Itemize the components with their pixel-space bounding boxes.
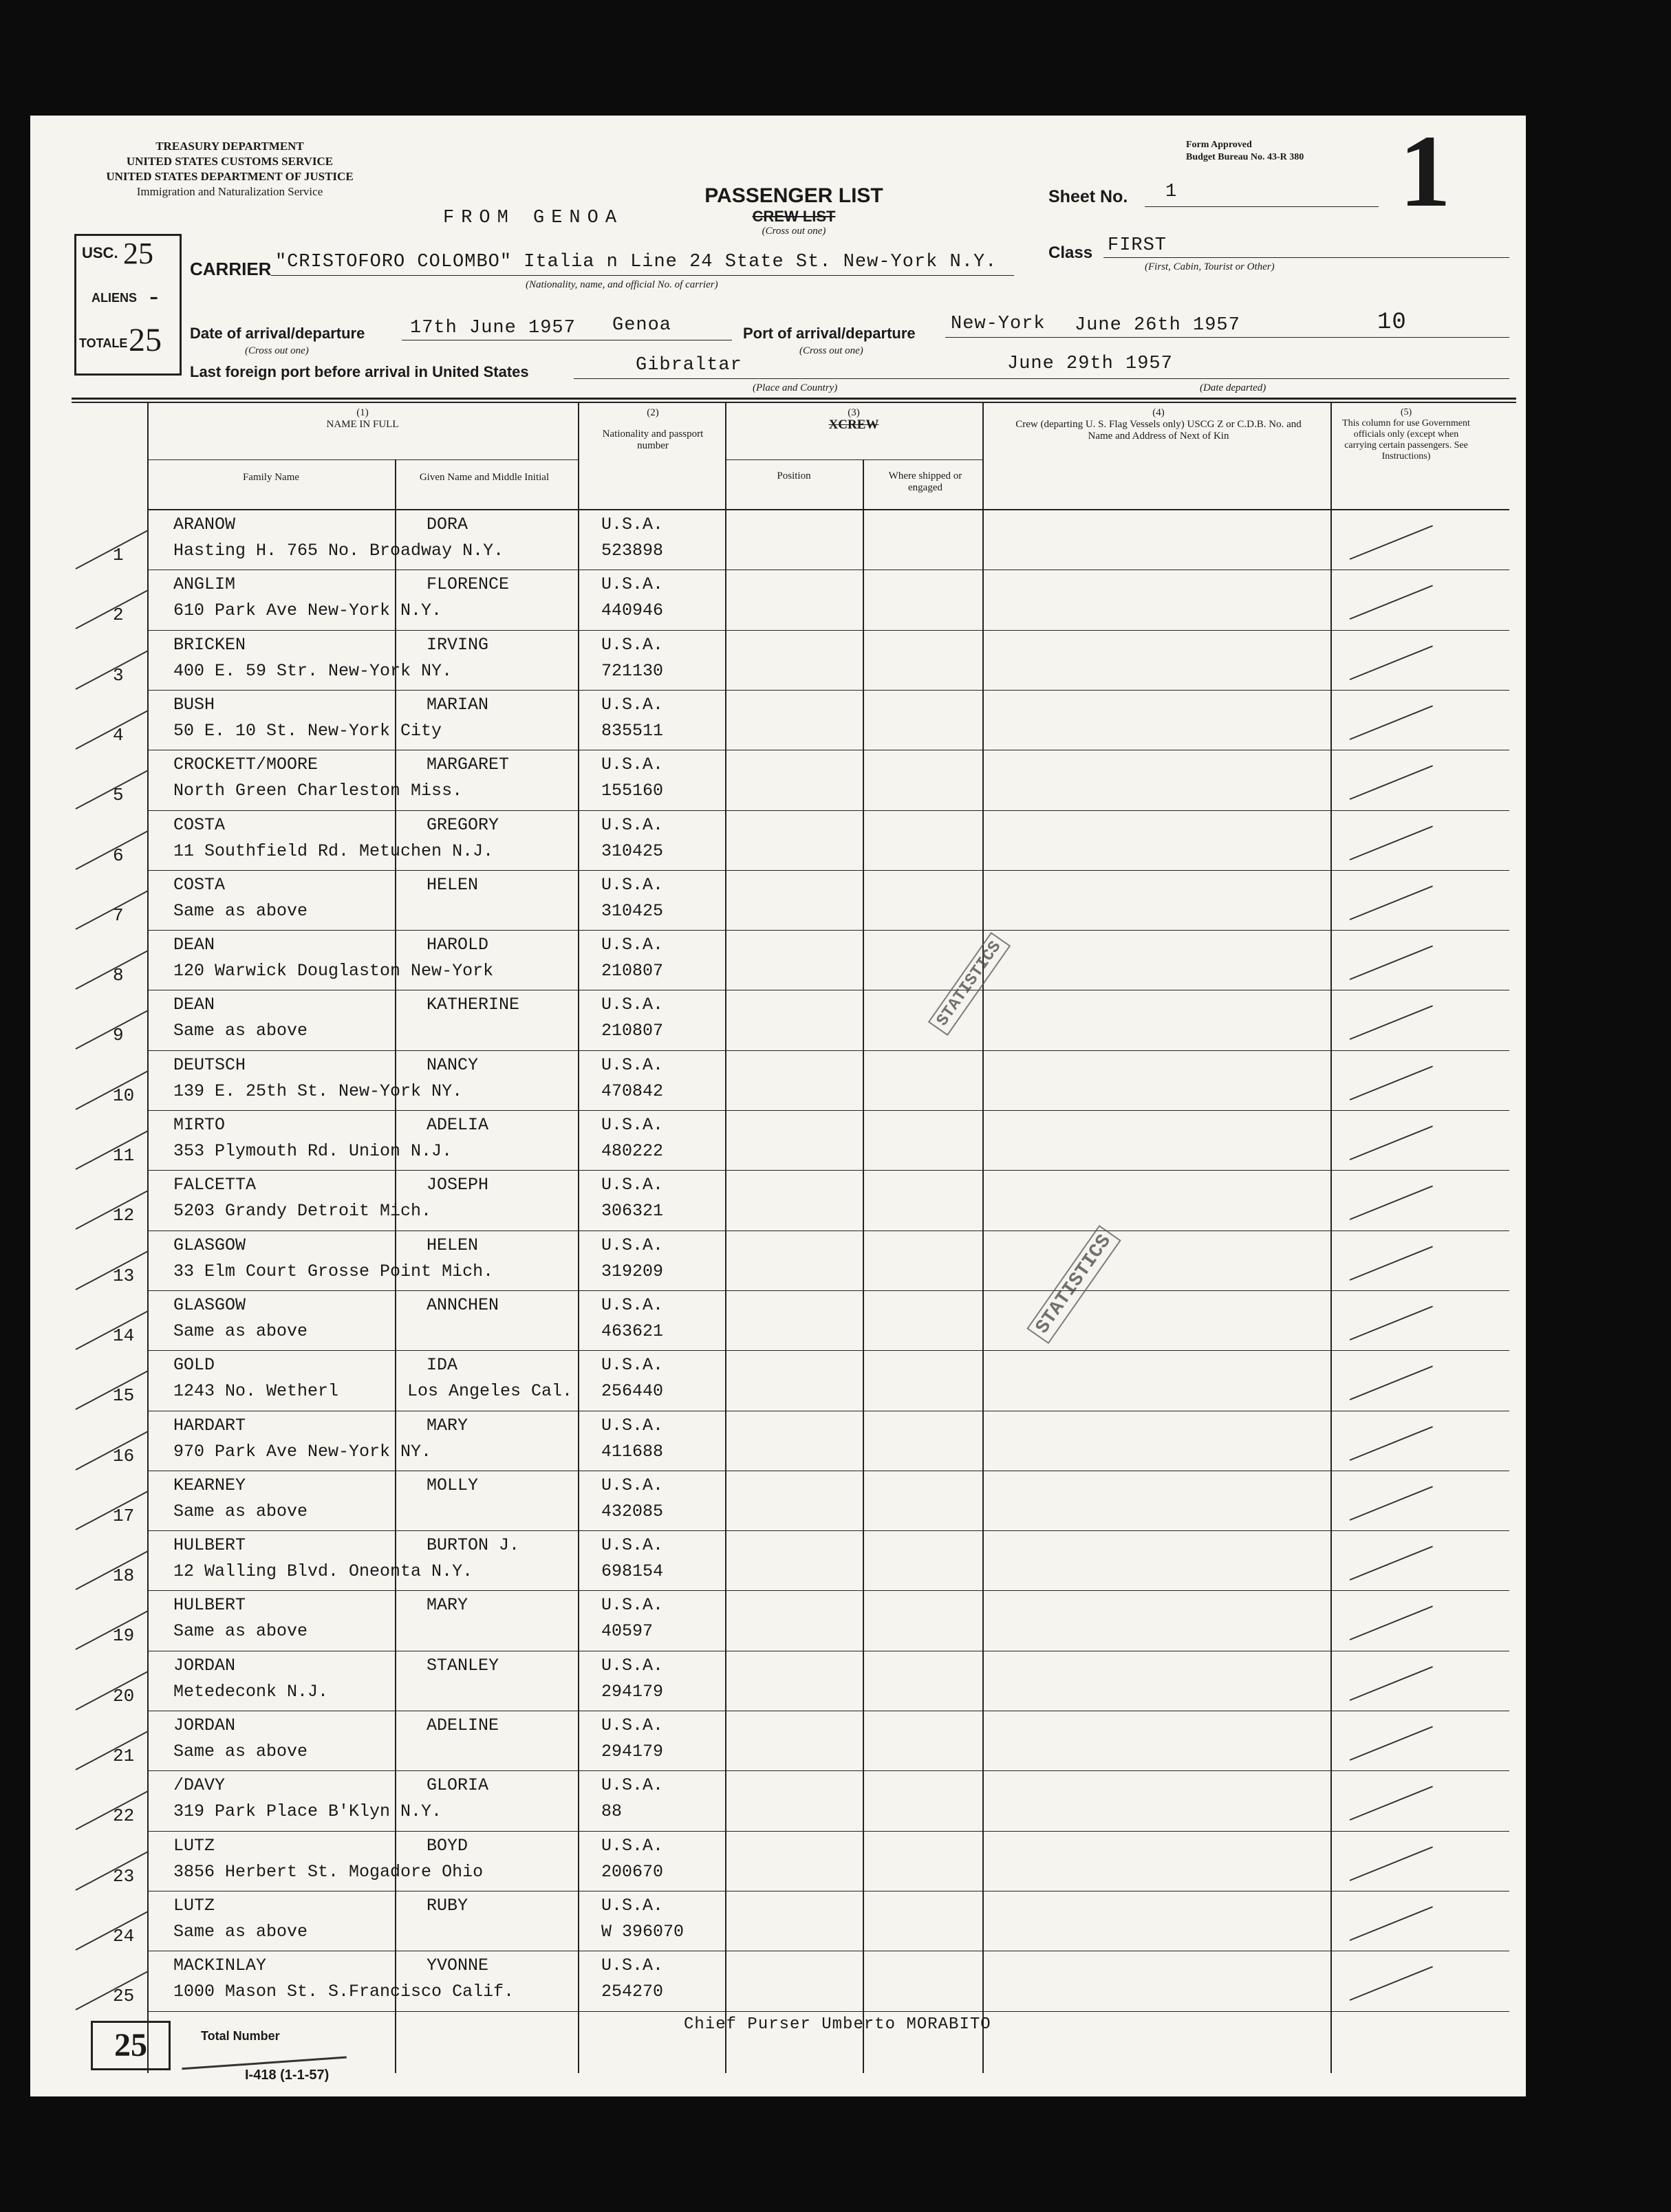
nationality: U.S.A. xyxy=(601,1415,664,1435)
usc-label: USC. xyxy=(82,244,118,261)
check-mark-official xyxy=(1350,1906,1433,1941)
col3-title: CREW xyxy=(838,418,879,432)
row-divider xyxy=(147,1530,1509,1531)
check-mark-left xyxy=(76,1010,149,1050)
nationality: U.S.A. xyxy=(601,1715,664,1735)
family-name: COSTA xyxy=(173,814,226,835)
passport-number: 698154 xyxy=(601,1561,664,1582)
passport-number: 294179 xyxy=(601,1742,664,1761)
given-name: MARGARET xyxy=(427,755,510,775)
form-number: I-418 (1-1-57) xyxy=(245,2068,330,2083)
counts-box xyxy=(74,234,182,376)
family-name: DEAN xyxy=(173,935,215,955)
row-number: 22 xyxy=(113,1806,135,1827)
family-name: DEAN xyxy=(173,995,215,1015)
nationality: U.S.A. xyxy=(601,1535,664,1556)
col1-title: NAME IN FULL xyxy=(326,419,399,430)
check-mark-left xyxy=(76,1790,149,1830)
carrier-note: (Nationality, name, and official No. of carrier) xyxy=(526,279,718,290)
from-port: FROM GENOA xyxy=(443,208,624,228)
row-divider xyxy=(147,1170,1509,1171)
given-name: GREGORY xyxy=(427,814,499,835)
family-name: KEARNEY xyxy=(173,1475,246,1495)
check-mark-official xyxy=(1350,1966,1433,2002)
total-number-value: 25 xyxy=(91,2021,171,2070)
passport-number: 40597 xyxy=(601,1621,654,1642)
family-name: MACKINLAY xyxy=(173,1955,267,1976)
last-port-place-note: (Place and Country) xyxy=(753,382,838,393)
family-name: HARDART xyxy=(173,1415,246,1435)
address: 139 E. 25th St. New-York NY. xyxy=(173,1081,463,1101)
last-port-value: Gibraltar xyxy=(636,355,742,376)
family-name: FALCETTA xyxy=(173,1175,257,1195)
row-number: 25 xyxy=(113,1986,135,2007)
check-mark-left xyxy=(76,1070,149,1109)
form-approved-line-2: Budget Bureau No. 43-R 380 xyxy=(1186,152,1304,162)
address: 120 Warwick Douglaston New-York xyxy=(173,961,494,982)
family-name: CROCKETT/MOORE xyxy=(173,755,319,775)
passport-number: 256440 xyxy=(601,1381,664,1402)
check-mark-official xyxy=(1350,645,1433,680)
passport-number: 721130 xyxy=(601,660,664,681)
passport-number: 88 xyxy=(601,1801,623,1822)
address: 1243 No. Wetherl xyxy=(173,1381,339,1402)
col3-header xyxy=(725,407,982,431)
passport-number: 480222 xyxy=(601,1141,664,1161)
total-count: 25 xyxy=(129,322,162,358)
passport-number: 294179 xyxy=(601,1681,664,1702)
row-number: 21 xyxy=(113,1746,135,1766)
check-mark-official xyxy=(1350,1786,1433,1821)
address: Hasting H. 765 No. Broadway N.Y. xyxy=(173,541,504,561)
row-number: 17 xyxy=(113,1505,135,1526)
nationality: U.S.A. xyxy=(601,935,664,955)
check-mark-official xyxy=(1350,885,1433,920)
family-name: ANGLIM xyxy=(173,574,236,595)
col4-number: (4) xyxy=(1152,407,1165,418)
nationality: U.S.A. xyxy=(601,1355,664,1376)
arrival-port: New-York xyxy=(951,314,1046,334)
check-mark-official xyxy=(1350,1546,1433,1581)
agency-line-2: UNITED STATES CUSTOMS SERVICE xyxy=(126,155,334,168)
nationality: U.S.A. xyxy=(601,1235,664,1255)
family-name: ARANOW xyxy=(173,514,236,534)
col1-number: (1) xyxy=(356,407,369,418)
family-name: JORDAN xyxy=(173,1715,236,1735)
row-divider xyxy=(147,870,1509,871)
check-mark-left xyxy=(76,1370,149,1410)
check-mark-left xyxy=(76,770,149,810)
given-name: HELEN xyxy=(427,1235,479,1255)
passenger-list-form xyxy=(30,116,1526,2096)
departure-place: Genoa xyxy=(612,315,672,336)
row-number: 11 xyxy=(113,1145,135,1166)
col4-header xyxy=(1007,407,1310,442)
family-name: LUTZ xyxy=(173,1835,215,1856)
row-number: 4 xyxy=(113,724,124,746)
family-name: GLASGOW xyxy=(173,1235,246,1255)
given-name: IDA xyxy=(427,1355,458,1376)
given-name: GLORIA xyxy=(427,1775,489,1796)
form-approved xyxy=(1186,139,1304,164)
check-mark-left xyxy=(76,1731,149,1770)
given-name: BOYD xyxy=(427,1835,468,1856)
passport-number: 210807 xyxy=(601,961,664,982)
given-name: NANCY xyxy=(427,1054,479,1075)
statistics-stamp-2: STATISTICS xyxy=(1026,1225,1121,1344)
row-number: 14 xyxy=(113,1325,135,1346)
family-name: BRICKEN xyxy=(173,634,246,655)
address: 400 E. 59 Str. New-York NY. xyxy=(173,660,453,681)
passport-number: W 396070 xyxy=(601,1921,684,1942)
row-divider xyxy=(147,630,1509,631)
passport-number: 310425 xyxy=(601,841,664,861)
nationality: U.S.A. xyxy=(601,995,664,1015)
check-mark-official xyxy=(1350,1486,1433,1521)
address: 50 E. 10 St. New-York City xyxy=(173,720,442,741)
col3-number: (3) xyxy=(848,407,860,418)
form-approved-line-1: Form Approved xyxy=(1186,140,1252,150)
nationality: U.S.A. xyxy=(601,514,664,534)
row-divider xyxy=(147,1110,1509,1111)
row-number: 24 xyxy=(113,1925,135,1947)
address: 1000 Mason St. S.Francisco Calif. xyxy=(173,1982,515,2002)
aliens-label: ALIENS xyxy=(91,291,138,305)
row-number: 23 xyxy=(113,1865,135,1887)
family-name: /DAVY xyxy=(173,1775,226,1796)
check-mark-official xyxy=(1350,1305,1433,1341)
col5-header xyxy=(1337,407,1475,462)
passport-number: 523898 xyxy=(601,541,664,561)
check-mark-official xyxy=(1350,1666,1433,1701)
row-number: 6 xyxy=(113,845,124,866)
departure-note: (Cross out one) xyxy=(245,345,309,356)
given-name: YVONNE xyxy=(427,1955,489,1976)
given-name: MARY xyxy=(427,1595,468,1616)
row-divider xyxy=(147,690,1509,691)
address: 3856 Herbert St. Mogadore Ohio xyxy=(173,1861,484,1882)
passport-number: 432085 xyxy=(601,1501,664,1521)
col4-title: Crew (departing U. S. Flag Vessels only) USCG Z or C.D.B. No. and Name and Address of Next of Kin xyxy=(1015,419,1302,442)
agency-line-3: UNITED STATES DEPARTMENT OF JUSTICE xyxy=(106,170,354,183)
row-number: 3 xyxy=(113,664,124,686)
address-continued: Los Angeles Cal. xyxy=(407,1381,573,1402)
row-number: 1 xyxy=(113,545,124,565)
address: Same as above xyxy=(173,1742,308,1761)
nationality: U.S.A. xyxy=(601,1595,664,1616)
last-port-label: Last foreign port before arrival in United States xyxy=(190,363,529,380)
row-divider xyxy=(147,1290,1509,1291)
departure-date: 17th June 1957 xyxy=(410,318,576,338)
col2-number: (2) xyxy=(647,407,659,418)
aliens-count: - xyxy=(149,281,159,312)
shipped-header: Where shipped or engaged xyxy=(888,470,962,493)
row-number: 19 xyxy=(113,1625,135,1647)
row-number: 5 xyxy=(113,785,124,806)
carrier-label: CARRIER xyxy=(190,259,272,279)
family-name-header: Family Name xyxy=(242,472,300,483)
row-number: 16 xyxy=(113,1445,135,1466)
statistics-stamp-1: STATISTICS xyxy=(928,932,1011,1036)
chief-purser-signature: Chief Purser Umberto MORABITO xyxy=(684,2015,991,2034)
check-mark-left xyxy=(76,1250,149,1290)
given-name: IRVING xyxy=(427,634,489,655)
last-port-date-note: (Date departed) xyxy=(1200,382,1266,393)
check-mark-left xyxy=(76,1550,149,1590)
given-name: BURTON J. xyxy=(427,1535,520,1556)
nationality: U.S.A. xyxy=(601,755,664,775)
given-name: RUBY xyxy=(427,1895,468,1916)
row-number: 8 xyxy=(113,965,124,986)
address: Metedeconk N.J. xyxy=(173,1681,329,1702)
row-divider xyxy=(147,930,1509,931)
given-name: ADELINE xyxy=(427,1715,499,1735)
nationality: U.S.A. xyxy=(601,574,664,595)
given-name: JOSEPH xyxy=(427,1175,489,1195)
family-name: DEUTSCH xyxy=(173,1054,246,1075)
family-name: COSTA xyxy=(173,874,226,895)
col1-header xyxy=(147,407,578,431)
check-mark-left xyxy=(76,1130,149,1170)
check-mark-left xyxy=(76,890,149,930)
family-name: MIRTO xyxy=(173,1115,226,1135)
nationality: U.S.A. xyxy=(601,1475,664,1495)
sheet-big-number: 1 xyxy=(1399,114,1451,228)
check-mark-official xyxy=(1350,825,1433,860)
nationality: U.S.A. xyxy=(601,814,664,835)
row-divider xyxy=(147,1050,1509,1051)
check-mark-official xyxy=(1350,585,1433,620)
arrival-note: (Cross out one) xyxy=(799,345,863,356)
total-label: TOTALE xyxy=(79,336,128,350)
row-number: 9 xyxy=(113,1025,124,1046)
check-mark-left xyxy=(76,1490,149,1530)
family-name: JORDAN xyxy=(173,1655,236,1676)
passport-number: 155160 xyxy=(601,781,664,801)
check-mark-official xyxy=(1350,1726,1433,1761)
address: 33 Elm Court Grosse Point Mich. xyxy=(173,1261,494,1281)
nationality: U.S.A. xyxy=(601,1655,664,1676)
row-number: 20 xyxy=(113,1685,135,1706)
check-mark-official xyxy=(1350,705,1433,740)
passport-number: 463621 xyxy=(601,1321,664,1341)
family-name: BUSH xyxy=(173,694,215,715)
sheet-no-value: 1 xyxy=(1165,182,1178,202)
nationality: U.S.A. xyxy=(601,1775,664,1796)
purser-initials-scribble xyxy=(179,2015,347,2070)
family-name: GLASGOW xyxy=(173,1294,246,1315)
form-title xyxy=(649,184,938,237)
row-divider xyxy=(147,1590,1509,1591)
check-mark-left xyxy=(76,950,149,990)
check-mark-official xyxy=(1350,525,1433,560)
nationality: U.S.A. xyxy=(601,1895,664,1916)
check-mark-left xyxy=(76,1610,149,1650)
agency-line-4: Immigration and Naturalization Service xyxy=(136,185,323,198)
given-name: MOLLY xyxy=(427,1475,479,1495)
agency-line-1: TREASURY DEPARTMENT xyxy=(155,140,304,153)
address: Same as above xyxy=(173,1621,308,1642)
agency-header xyxy=(85,139,374,199)
address: 12 Walling Blvd. Oneonta N.Y. xyxy=(173,1561,473,1582)
row-divider xyxy=(147,810,1509,811)
row-number: 10 xyxy=(113,1085,135,1106)
given-name: ADELIA xyxy=(427,1115,489,1135)
given-name: ANNCHEN xyxy=(427,1294,499,1315)
check-mark-official xyxy=(1350,1606,1433,1641)
passport-number: 470842 xyxy=(601,1081,664,1101)
arrival-extra: 10 xyxy=(1377,310,1407,336)
row-divider xyxy=(147,1230,1509,1231)
check-mark-left xyxy=(76,1911,149,1951)
check-mark-official xyxy=(1350,1846,1433,1881)
given-name: HAROLD xyxy=(427,935,489,955)
check-mark-left xyxy=(76,1971,149,2010)
title-crew-list: CREW LIST xyxy=(752,208,836,225)
address: Same as above xyxy=(173,1321,308,1341)
title-passenger-list: PASSENGER LIST xyxy=(704,184,883,207)
check-mark-official xyxy=(1350,1006,1433,1041)
nationality: U.S.A. xyxy=(601,1294,664,1315)
title-note: (Cross out one) xyxy=(762,226,826,237)
row-number: 13 xyxy=(113,1265,135,1286)
row-divider xyxy=(147,1770,1509,1771)
check-mark-left xyxy=(76,649,149,689)
family-name: HULBERT xyxy=(173,1535,246,1556)
sheet-no-label: Sheet No. xyxy=(1048,187,1128,206)
last-port-date: June 29th 1957 xyxy=(1007,354,1173,374)
address: 5203 Grandy Detroit Mich. xyxy=(173,1201,432,1222)
col5-number: (5) xyxy=(1400,407,1412,418)
check-mark-official xyxy=(1350,1065,1433,1100)
col5-title: This column for use Government officials only (except when carrying certain passengers. See Instructions) xyxy=(1342,418,1470,462)
nationality: U.S.A. xyxy=(601,694,664,715)
check-mark-left xyxy=(76,1310,149,1350)
check-mark-official xyxy=(1350,1246,1433,1281)
passport-number: 254270 xyxy=(601,1982,664,2002)
check-mark-official xyxy=(1350,945,1433,980)
check-mark-official xyxy=(1350,1125,1433,1160)
check-mark-official xyxy=(1350,1186,1433,1221)
class-value: FIRST xyxy=(1108,235,1167,256)
nationality: U.S.A. xyxy=(601,1175,664,1195)
check-mark-left xyxy=(76,530,149,570)
check-mark-left xyxy=(76,830,149,869)
nationality: U.S.A. xyxy=(601,1115,664,1135)
passport-number: 835511 xyxy=(601,720,664,741)
total-number-label: Total Number xyxy=(201,2029,280,2043)
arrival-label: Port of arrival/departure xyxy=(743,325,916,342)
passport-number: 200670 xyxy=(601,1861,664,1882)
nationality: U.S.A. xyxy=(601,634,664,655)
row-divider xyxy=(147,1831,1509,1832)
family-name: HULBERT xyxy=(173,1595,246,1616)
family-name: GOLD xyxy=(173,1355,215,1376)
address: 11 Southfield Rd. Metuchen N.J. xyxy=(173,841,494,861)
col3-x: X xyxy=(828,418,839,432)
given-name: MARIAN xyxy=(427,694,489,715)
passport-number: 319209 xyxy=(601,1261,664,1281)
given-name: MARY xyxy=(427,1415,468,1435)
given-name: STANLEY xyxy=(427,1655,499,1676)
address: 970 Park Ave New-York NY. xyxy=(173,1441,432,1462)
class-label: Class xyxy=(1048,243,1093,262)
given-name-header: Given Name and Middle Initial xyxy=(419,472,550,483)
carrier-value: "CRISTOFORO COLOMBO" Italia n Line 24 State St. New-York N.Y. xyxy=(275,252,998,272)
address: 610 Park Ave New-York N.Y. xyxy=(173,600,442,621)
check-mark-left xyxy=(76,1430,149,1470)
nationality: U.S.A. xyxy=(601,1835,664,1856)
check-mark-left xyxy=(76,1190,149,1230)
passport-number: 411688 xyxy=(601,1441,664,1462)
given-name: FLORENCE xyxy=(427,574,510,595)
address: Same as above xyxy=(173,1021,308,1041)
passport-number: 310425 xyxy=(601,900,664,921)
usc-count: 25 xyxy=(123,237,153,270)
check-mark-official xyxy=(1350,1426,1433,1461)
row-number: 18 xyxy=(113,1565,135,1587)
passport-number: 306321 xyxy=(601,1201,664,1222)
passport-number: 440946 xyxy=(601,600,664,621)
row-divider xyxy=(147,1350,1509,1351)
address: Same as above xyxy=(173,1921,308,1942)
check-mark-official xyxy=(1350,1366,1433,1401)
address: Same as above xyxy=(173,1501,308,1521)
row-number: 7 xyxy=(113,904,124,926)
nationality: U.S.A. xyxy=(601,874,664,895)
passport-number: 210807 xyxy=(601,1021,664,1041)
check-mark-left xyxy=(76,710,149,750)
row-number: 2 xyxy=(113,605,124,626)
check-mark-left xyxy=(76,1850,149,1890)
check-mark-left xyxy=(76,1670,149,1710)
col2-header xyxy=(581,407,725,452)
check-mark-left xyxy=(76,589,149,629)
arrival-date: June 26th 1957 xyxy=(1075,315,1240,336)
address: Same as above xyxy=(173,900,308,921)
nationality: U.S.A. xyxy=(601,1955,664,1976)
given-name: KATHERINE xyxy=(427,995,520,1015)
row-number: 12 xyxy=(113,1205,135,1226)
given-name: HELEN xyxy=(427,874,479,895)
col2-title: Nationality and passport number xyxy=(602,429,704,451)
given-name: DORA xyxy=(427,514,468,534)
row-divider xyxy=(147,2011,1509,2012)
row-number: 15 xyxy=(113,1385,135,1407)
position-header: Position xyxy=(777,470,811,481)
address: 353 Plymouth Rd. Union N.J. xyxy=(173,1141,453,1161)
nationality: U.S.A. xyxy=(601,1054,664,1075)
departure-label: Date of arrival/departure xyxy=(190,325,365,342)
class-note: (First, Cabin, Tourist or Other) xyxy=(1145,261,1275,272)
address: 319 Park Place B'Klyn N.Y. xyxy=(173,1801,442,1822)
check-mark-official xyxy=(1350,766,1433,801)
address: North Green Charleston Miss. xyxy=(173,781,463,801)
family-name: LUTZ xyxy=(173,1895,215,1916)
